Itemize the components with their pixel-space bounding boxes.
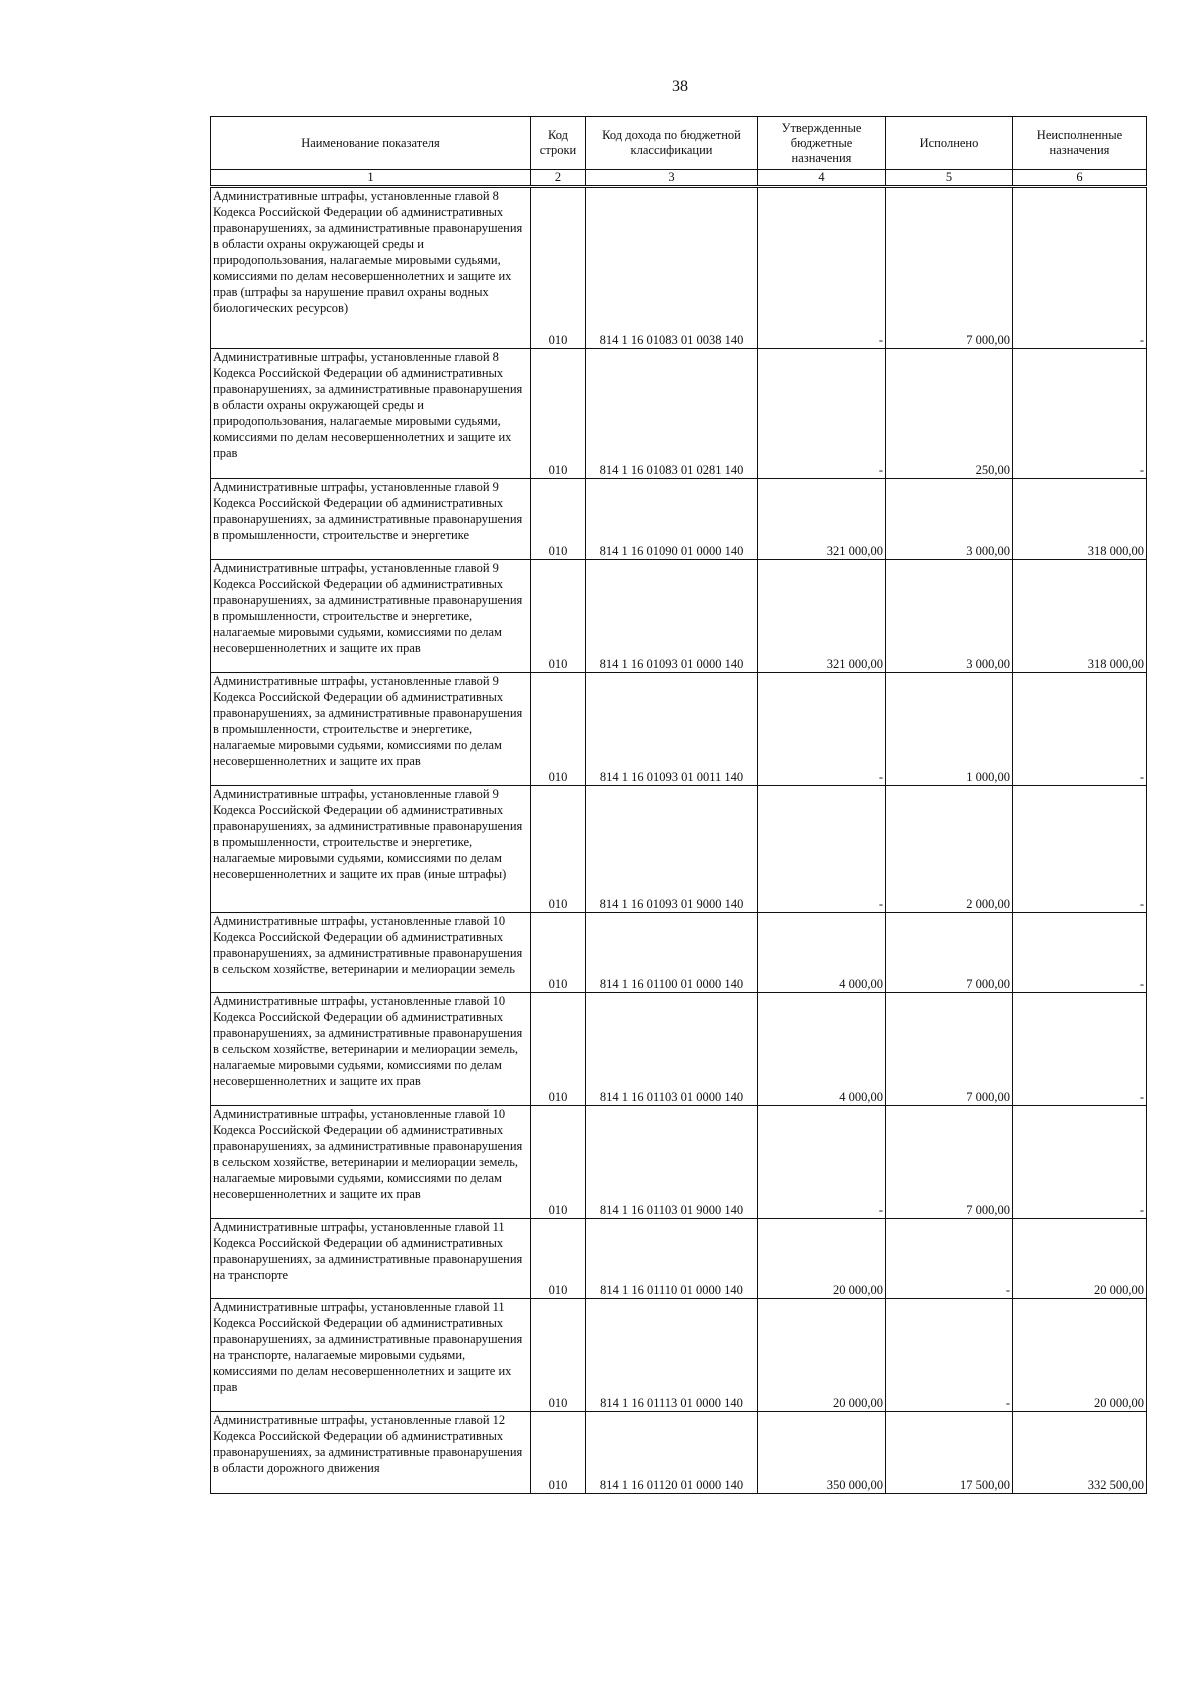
approved-amount: - [758, 187, 886, 349]
table-row [211, 786, 1147, 913]
approved-amount: - [758, 673, 886, 786]
table-row [211, 1299, 1147, 1412]
approved-amount: 321 000,00 [758, 560, 886, 673]
unexecuted-amount: 20 000,00 [1013, 1299, 1147, 1412]
unexecuted-amount: - [1013, 786, 1147, 913]
column-number-row [211, 170, 1147, 187]
executed-amount: 7 000,00 [886, 1106, 1013, 1219]
executed-amount: 7 000,00 [886, 993, 1013, 1106]
unexecuted-amount: - [1013, 913, 1147, 993]
income-code: 814 1 16 01103 01 0000 140 [586, 993, 758, 1106]
executed-amount: 250,00 [886, 349, 1013, 479]
table-row [211, 1106, 1147, 1219]
executed-amount: - [886, 1299, 1013, 1412]
unexecuted-amount: 318 000,00 [1013, 479, 1147, 560]
indicator-name: Административные штрафы, установленные главой 10 Кодекса Российской Федерации об административных правонарушениях, за административные правонарушения в сельском хозяйстве, ветеринарии и мелиорации земель, налагаемые мировыми судьями, комиссиями по делам несовершеннолетних и защите их прав [211, 1106, 531, 1219]
line-code: 010 [531, 479, 586, 560]
header-row [211, 117, 1147, 170]
column-number: 2 [531, 170, 586, 187]
header-executed: Исполнено [886, 117, 1013, 170]
executed-amount: 17 500,00 [886, 1412, 1013, 1494]
line-code: 010 [531, 993, 586, 1106]
approved-amount: - [758, 349, 886, 479]
approved-amount: 20 000,00 [758, 1299, 886, 1412]
line-code: 010 [531, 1106, 586, 1219]
line-code: 010 [531, 673, 586, 786]
unexecuted-amount: - [1013, 349, 1147, 479]
line-code: 010 [531, 913, 586, 993]
table-row [211, 1219, 1147, 1299]
line-code: 010 [531, 560, 586, 673]
income-code: 814 1 16 01083 01 0038 140 [586, 187, 758, 349]
header-approved: Утвержденные бюджетные назначения [758, 117, 886, 170]
indicator-name: Административные штрафы, установленные главой 8 Кодекса Российской Федерации об административных правонарушениях, за административные правонарушения в области охраны окружающей среды и природопользования, налагаемые мировыми судьями, комиссиями по делам несовершеннолетних и защите их прав (штрафы за нарушение правил охраны водных биологических ресурсов) [211, 187, 531, 349]
unexecuted-amount: - [1013, 673, 1147, 786]
indicator-name: Административные штрафы, установленные главой 8 Кодекса Российской Федерации об административных правонарушениях, за административные правонарушения в области охраны окружающей среды и природопользования, налагаемые мировыми судьями, комиссиями по делам несовершеннолетних и защите их прав [211, 349, 531, 479]
indicator-name: Административные штрафы, установленные главой 12 Кодекса Российской Федерации об административных правонарушениях, за административные правонарушения в области дорожного движения [211, 1412, 531, 1494]
indicator-name: Административные штрафы, установленные главой 11 Кодекса Российской Федерации об административных правонарушениях, за административные правонарушения на транспорте [211, 1219, 531, 1299]
header-income-code: Код дохода по бюджетной классификации [586, 117, 758, 170]
table-row [211, 187, 1147, 349]
unexecuted-amount: - [1013, 993, 1147, 1106]
income-code: 814 1 16 01113 01 0000 140 [586, 1299, 758, 1412]
column-number: 3 [586, 170, 758, 187]
approved-amount: - [758, 786, 886, 913]
approved-amount: 350 000,00 [758, 1412, 886, 1494]
unexecuted-amount: 318 000,00 [1013, 560, 1147, 673]
executed-amount: 7 000,00 [886, 187, 1013, 349]
indicator-name: Административные штрафы, установленные главой 11 Кодекса Российской Федерации об административных правонарушениях, за административные правонарушения на транспорте, налагаемые мировыми судьями, комиссиями по делам несовершеннолетних и защите их прав [211, 1299, 531, 1412]
table-row [211, 913, 1147, 993]
approved-amount: 20 000,00 [758, 1219, 886, 1299]
income-code: 814 1 16 01120 01 0000 140 [586, 1412, 758, 1494]
budget-execution-table [210, 116, 1147, 1494]
unexecuted-amount: - [1013, 1106, 1147, 1219]
line-code: 010 [531, 1219, 586, 1299]
indicator-name: Административные штрафы, установленные главой 9 Кодекса Российской Федерации об административных правонарушениях, за административные правонарушения в промышленности, строительстве и энергетике, налагаемые мировыми судьями, комиссиями по делам несовершеннолетних и защите их прав (иные штрафы) [211, 786, 531, 913]
page-number: 38 [672, 78, 688, 95]
header-line-code: Код строки [531, 117, 586, 170]
income-code: 814 1 16 01093 01 9000 140 [586, 786, 758, 913]
table-row [211, 993, 1147, 1106]
approved-amount: - [758, 1106, 886, 1219]
column-number: 5 [886, 170, 1013, 187]
column-number: 6 [1013, 170, 1147, 187]
income-code: 814 1 16 01103 01 9000 140 [586, 1106, 758, 1219]
executed-amount: 7 000,00 [886, 913, 1013, 993]
table-body [211, 187, 1147, 1494]
executed-amount: 2 000,00 [886, 786, 1013, 913]
line-code: 010 [531, 187, 586, 349]
line-code: 010 [531, 349, 586, 479]
unexecuted-amount: - [1013, 187, 1147, 349]
column-number: 4 [758, 170, 886, 187]
approved-amount: 4 000,00 [758, 913, 886, 993]
executed-amount: 3 000,00 [886, 560, 1013, 673]
indicator-name: Административные штрафы, установленные главой 10 Кодекса Российской Федерации об административных правонарушениях, за административные правонарушения в сельском хозяйстве, ветеринарии и мелиорации земель [211, 913, 531, 993]
table-row [211, 1412, 1147, 1494]
income-code: 814 1 16 01110 01 0000 140 [586, 1219, 758, 1299]
header-unexecuted: Неисполненные назначения [1013, 117, 1147, 170]
income-code: 814 1 16 01100 01 0000 140 [586, 913, 758, 993]
table-row [211, 673, 1147, 786]
table-row [211, 560, 1147, 673]
indicator-name: Административные штрафы, установленные главой 9 Кодекса Российской Федерации об административных правонарушениях, за административные правонарушения в промышленности, строительстве и энергетике, налагаемые мировыми судьями, комиссиями по делам несовершеннолетних и защите их прав [211, 560, 531, 673]
line-code: 010 [531, 1299, 586, 1412]
approved-amount: 321 000,00 [758, 479, 886, 560]
executed-amount: 1 000,00 [886, 673, 1013, 786]
income-code: 814 1 16 01083 01 0281 140 [586, 349, 758, 479]
unexecuted-amount: 332 500,00 [1013, 1412, 1147, 1494]
column-number: 1 [211, 170, 531, 187]
indicator-name: Административные штрафы, установленные главой 10 Кодекса Российской Федерации об административных правонарушениях, за административные правонарушения в сельском хозяйстве, ветеринарии и мелиорации земель, налагаемые мировыми судьями, комиссиями по делам несовершеннолетних и защите их прав [211, 993, 531, 1106]
approved-amount: 4 000,00 [758, 993, 886, 1106]
income-code: 814 1 16 01093 01 0000 140 [586, 560, 758, 673]
line-code: 010 [531, 786, 586, 913]
table-row [211, 479, 1147, 560]
income-code: 814 1 16 01090 01 0000 140 [586, 479, 758, 560]
line-code: 010 [531, 1412, 586, 1494]
indicator-name: Административные штрафы, установленные главой 9 Кодекса Российской Федерации об административных правонарушениях, за административные правонарушения в промышленности, строительстве и энергетике [211, 479, 531, 560]
income-code: 814 1 16 01093 01 0011 140 [586, 673, 758, 786]
executed-amount: - [886, 1219, 1013, 1299]
indicator-name: Административные штрафы, установленные главой 9 Кодекса Российской Федерации об административных правонарушениях, за административные правонарушения в промышленности, строительстве и энергетике, налагаемые мировыми судьями, комиссиями по делам несовершеннолетних и защите их прав [211, 673, 531, 786]
executed-amount: 3 000,00 [886, 479, 1013, 560]
table-row [211, 349, 1147, 479]
header-name: Наименование показателя [211, 117, 531, 170]
unexecuted-amount: 20 000,00 [1013, 1219, 1147, 1299]
